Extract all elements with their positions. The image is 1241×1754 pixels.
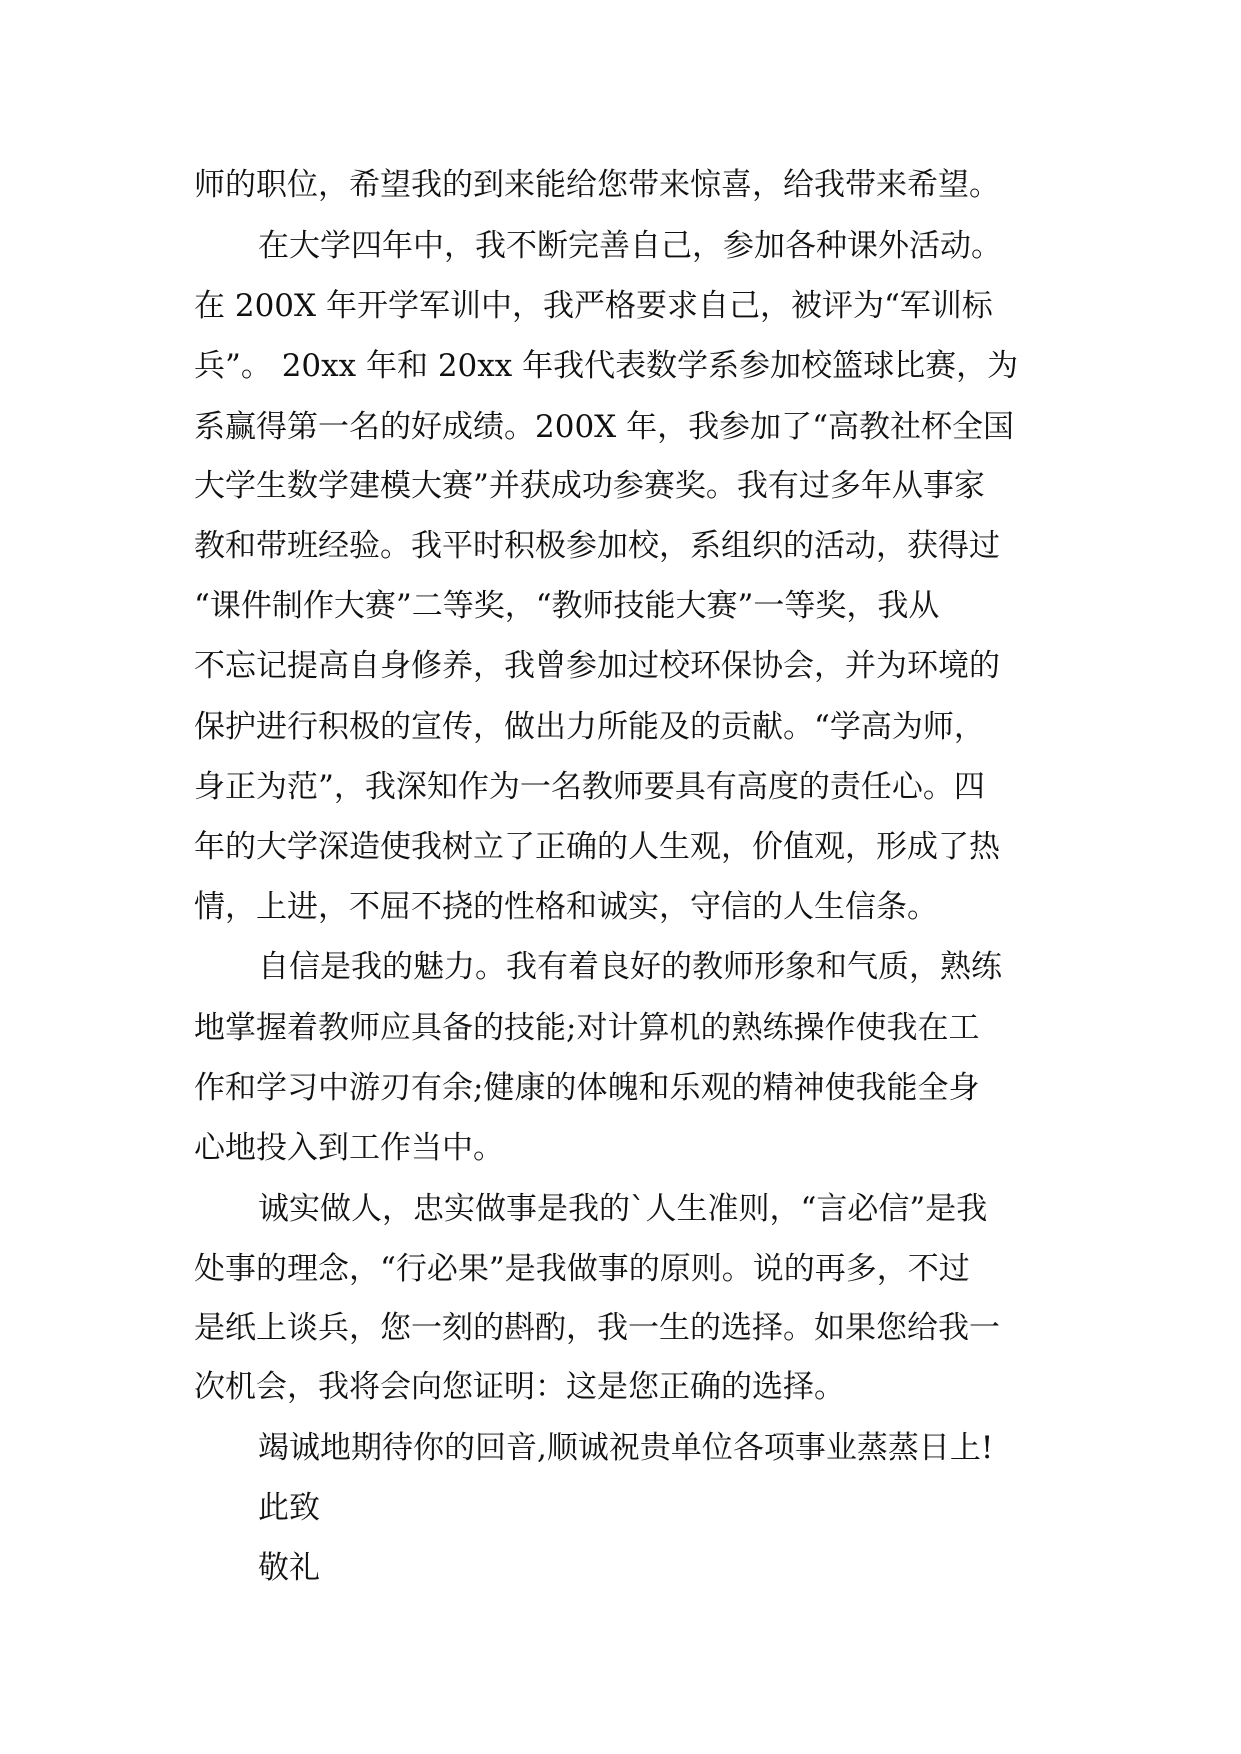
text-line: 自信是我的魅力。我有着良好的教师形象和气质，熟练 <box>258 949 1002 985</box>
text-line: 心地投入到工作当中。 <box>194 1130 504 1166</box>
text-line: 保护进行积极的宣传，做出力所能及的贡献。“学高为师， <box>194 709 985 745</box>
text-line: 处事的理念，“行必果”是我做事的原则。说的再多，不过 <box>194 1251 970 1287</box>
text-line: 大学生数学建模大赛”并获成功参赛奖。我有过多年从事家 <box>194 468 985 504</box>
text-line: 师的职位，希望我的到来能给您带来惊喜，给我带来希望。 <box>194 167 1000 203</box>
text-line: 在 200X 年开学军训中，我严格要求自己，被评为“军训标 <box>194 288 993 324</box>
closing-regards: 敬礼 <box>258 1550 320 1586</box>
text-line: 在大学四年中，我不断完善自己，参加各种课外活动。 <box>258 228 1002 264</box>
text-line: 不忘记提高自身修养，我曾参加过校环保协会，并为环境的 <box>194 648 1000 684</box>
text-line: 是纸上谈兵，您一刻的斟酌，我一生的选择。如果您给我一 <box>194 1310 1000 1346</box>
text-line: 教和带班经验。我平时积极参加校，系组织的活动，获得过 <box>194 528 1000 564</box>
text-line: 次机会，我将会向您证明：这是您正确的选择。 <box>194 1369 845 1405</box>
closing-salutation: 此致 <box>258 1490 320 1526</box>
text-line: 竭诚地期待你的回音,顺诚祝贵单位各项事业蒸蒸日上! <box>258 1430 994 1466</box>
text-line: 系赢得第一名的好成绩。200X 年，我参加了“高教社杯全国 <box>194 409 1014 445</box>
text-line: 地掌握着教师应具备的技能;对计算机的熟练操作使我在工 <box>194 1010 980 1046</box>
text-line: 年的大学深造使我树立了正确的人生观，价值观，形成了热 <box>194 829 1000 865</box>
text-line: 诚实做人，忠实做事是我的`人生准则，“言必信”是我 <box>258 1191 988 1227</box>
text-line: 作和学习中游刃有余;健康的体魄和乐观的精神使我能全身 <box>194 1070 980 1106</box>
text-line: 兵”。 20xx 年和 20xx 年我代表数学系参加校篮球比赛，为 <box>194 348 1019 384</box>
text-line: 情，上进，不屈不挠的性格和诚实，守信的人生信条。 <box>194 889 938 925</box>
text-line: 身正为范”，我深知作为一名教师要具有高度的责任心。四 <box>194 769 985 805</box>
text-line: “课件制作大赛”二等奖，“教师技能大赛”一等奖，我从 <box>194 588 940 624</box>
